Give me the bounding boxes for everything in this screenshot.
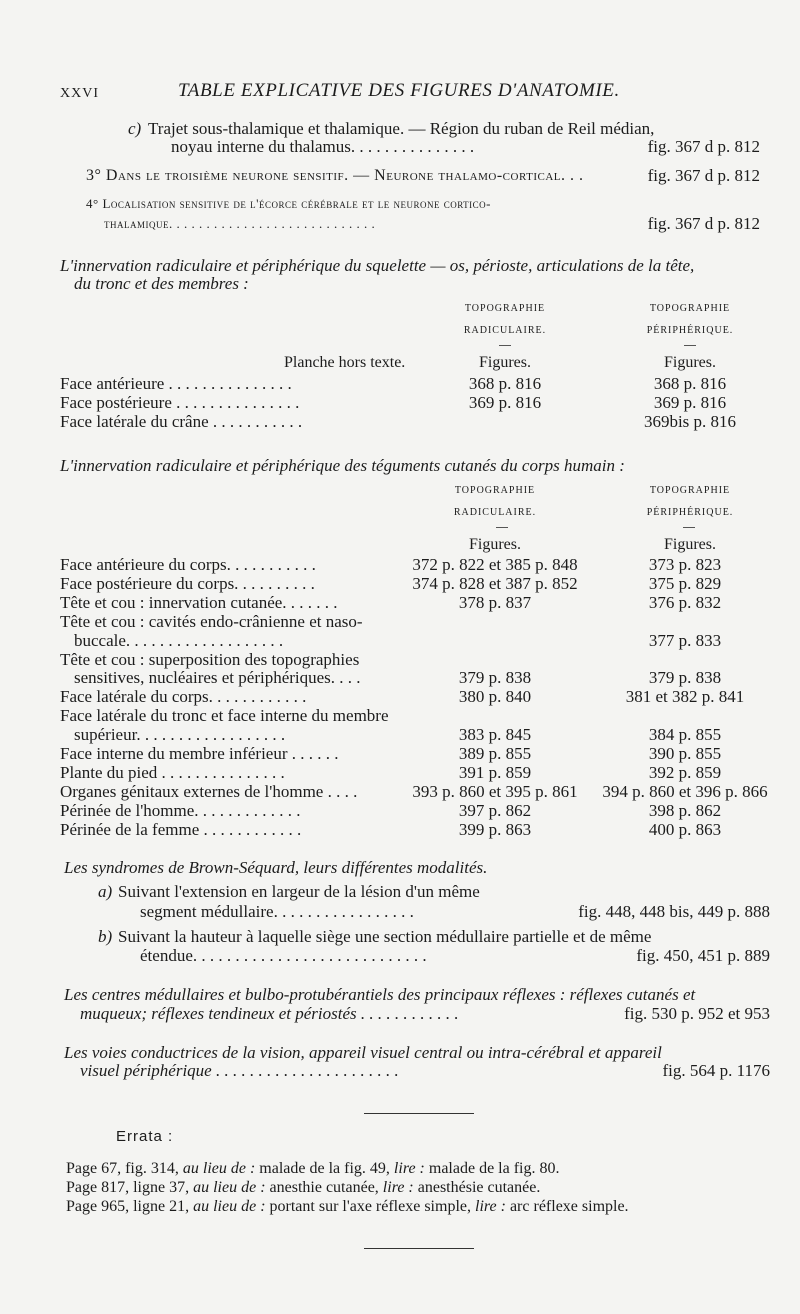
errata-right-text: malade de la fig. 80. — [428, 1160, 560, 1177]
table-cell-peripherique: 400 p. 863 — [648, 820, 722, 839]
table-row-label: Périnée de la femme . . . . . . . . . . . . — [60, 820, 302, 839]
errata-read-label: lire : — [393, 1160, 425, 1177]
table-cell-radiculaire: 391 p. 859 — [458, 763, 532, 782]
table-cell-peripherique: 381 et 382 p. 841 — [625, 687, 745, 706]
section6-ref: fig. 564 p. 1176 — [662, 1061, 770, 1080]
item-4-line2: thalamique. . . . . . . . . . . . . . . . . . . . . . . . . . . . — [104, 216, 376, 231]
table-row-label: supérieur. . . . . . . . . . . . . . . . . . — [74, 725, 286, 744]
running-head-title: TABLE EXPLICATIVE DES FIGURES D'ANATOMIE. — [178, 80, 620, 101]
errata-page: Page 67, fig. 314, — [66, 1160, 179, 1177]
page-number: XXVI — [60, 86, 99, 101]
table-row-label: Face postérieure du corps. . . . . . . . . . — [60, 574, 315, 593]
table-row-label: Face latérale du tronc et face interne du membre — [60, 706, 389, 725]
errata-entry — [66, 1160, 560, 1178]
section5-line1: Les centres médullaires et bulbo-protubérantiels des principaux réflexes : réflexes cutanés et — [64, 985, 696, 1004]
col-dash — [496, 527, 508, 528]
errata-instead-label: au lieu de : — [182, 1160, 256, 1177]
errata-read-label: lire : — [475, 1198, 506, 1215]
table-row-label: buccale. . . . . . . . . . . . . . . . . . . — [74, 631, 284, 650]
figures-label-periph: Figures. — [664, 354, 716, 371]
table-cell-peripherique: 373 p. 823 — [648, 555, 722, 574]
section2-heading-line2: du tronc et des membres : — [74, 274, 249, 293]
figures-label-radic: Figures. — [479, 354, 531, 371]
item-c-line1: Trajet sous-thalamique et thalamique. — Région du ruban de Reil médian, — [148, 119, 655, 138]
table-cell-peripherique: 368 p. 816 — [653, 374, 727, 393]
section6-line2: visuel périphérique . . . . . . . . . . . . . . . . . . . . . . — [80, 1061, 399, 1080]
item-a-ref: fig. 448, 448 bis, 449 p. 888 — [578, 902, 770, 921]
table-cell-peripherique: 369bis p. 816 — [643, 412, 737, 431]
table-row-label: Tête et cou : superposition des topographies — [60, 650, 360, 669]
table-cell-radiculaire: 368 p. 816 — [468, 374, 542, 393]
item-a-label: a) — [98, 882, 113, 901]
table-row-label: Face antérieure du corps. . . . . . . . . . . — [60, 555, 316, 574]
section2-heading-line1: L'innervation radiculaire et périphérique du squelette — os, périoste, articulations de la tête, — [60, 256, 695, 275]
errata-right-text: anesthésie cutanée. — [417, 1179, 541, 1196]
item-4-ref: fig. 367 d p. 812 — [647, 214, 760, 233]
item-b-line2: étendue. . . . . . . . . . . . . . . . . . . . . . . . . . . . — [140, 946, 427, 965]
table-cell-radiculaire: 397 p. 862 — [458, 801, 532, 820]
figures-label-periph-2: Figures. — [664, 536, 716, 553]
table-cell-peripherique: 398 p. 862 — [648, 801, 722, 820]
table-cell-radiculaire: 372 p. 822 et 385 p. 848 — [412, 555, 578, 574]
table-cell-radiculaire: 393 p. 860 et 395 p. 861 — [412, 782, 578, 801]
errata-instead-label: au lieu de : — [193, 1179, 266, 1196]
errata-wrong-text: anesthie cutanée, — [269, 1179, 379, 1196]
table-row-label: Face postérieure . . . . . . . . . . . . . . . — [60, 393, 300, 412]
errata-title: Errata : — [116, 1128, 174, 1145]
errata-entry — [66, 1179, 540, 1197]
table-cell-peripherique: 384 p. 855 — [648, 725, 722, 744]
col-header-peripherique: TOPOGRAPHIE PÉRIPHÉRIQUE. — [646, 303, 734, 336]
divider — [364, 1113, 474, 1114]
table-row-label: Organes génitaux externes de l'homme . . . . — [60, 782, 358, 801]
col-dash — [683, 527, 695, 528]
errata-page: Page 817, ligne 37, — [66, 1179, 190, 1196]
errata-right-text: arc réflexe simple. — [509, 1198, 629, 1215]
figures-label-radic-2: Figures. — [469, 536, 521, 553]
table-row-label: Face interne du membre inférieur . . . . . . — [60, 744, 339, 763]
item-b-label: b) — [98, 927, 113, 946]
table-cell-radiculaire: 389 p. 855 — [458, 744, 532, 763]
col-header-peripherique-2: TOPOGRAPHIE PÉRIPHÉRIQUE. — [646, 485, 734, 518]
item-c-ref: fig. 367 d p. 812 — [647, 137, 760, 156]
item-c-label: c) — [128, 119, 142, 138]
table-cell-radiculaire: 374 p. 828 et 387 p. 852 — [412, 574, 578, 593]
errata-read-label: lire : — [382, 1179, 414, 1196]
col-header-radiculaire-2: TOPOGRAPHIE RADICULAIRE. — [453, 485, 537, 518]
table-row-label: Tête et cou : cavités endo-crânienne et naso- — [60, 612, 363, 631]
table-cell-radiculaire: 379 p. 838 — [458, 668, 532, 687]
table-cell-radiculaire: 369 p. 816 — [468, 393, 542, 412]
planche-label: Planche hors texte. — [284, 354, 406, 371]
item-b-ref: fig. 450, 451 p. 889 — [636, 946, 770, 965]
table-cell-radiculaire: 378 p. 837 — [458, 593, 532, 612]
col-header-radiculaire: TOPOGRAPHIE RADICULAIRE. — [463, 303, 547, 336]
item-c-line2: noyau interne du thalamus. . . . . . . . . . . . . . . — [171, 137, 475, 156]
errata-page: Page 965, ligne 21, — [66, 1198, 190, 1215]
section4-heading: Les syndromes de Brown-Séquard, leurs différentes modalités. — [64, 858, 488, 877]
table-row-label: Face latérale du corps. . . . . . . . . . . . — [60, 687, 307, 706]
item-b-line1: Suivant la hauteur à laquelle siège une section médullaire partielle et de même — [118, 927, 652, 946]
table-cell-peripherique: 394 p. 860 et 396 p. 866 — [602, 782, 768, 801]
errata-entry — [66, 1198, 629, 1216]
table-cell-peripherique: 377 p. 833 — [648, 631, 722, 650]
item-3-ref: fig. 367 d p. 812 — [647, 166, 760, 185]
errata-instead-label: au lieu de : — [193, 1198, 266, 1215]
table-cell-radiculaire: 399 p. 863 — [458, 820, 532, 839]
table-cell-radiculaire: 383 p. 845 — [458, 725, 532, 744]
table-cell-peripherique: 375 p. 829 — [648, 574, 722, 593]
section3-heading: L'innervation radiculaire et périphérique des téguments cutanés du corps humain : — [60, 456, 625, 475]
table-row-label: Périnée de l'homme. . . . . . . . . . . . . — [60, 801, 301, 820]
section5-line2: muqueux; réflexes tendineux et périostés . . . . . . . . . . . . — [80, 1004, 459, 1023]
section5-ref: fig. 530 p. 952 et 953 — [624, 1004, 770, 1023]
item-a-line2: segment médullaire. . . . . . . . . . . . . . . . . — [140, 902, 414, 921]
errata-wrong-text: malade de la fig. 49, — [259, 1160, 390, 1177]
table-row-label: Tête et cou : innervation cutanée. . . . . . . — [60, 593, 338, 612]
table-row-label: sensitives, nucléaires et périphériques. . . . — [74, 668, 361, 687]
table-cell-peripherique: 390 p. 855 — [648, 744, 722, 763]
table-cell-peripherique: 369 p. 816 — [653, 393, 727, 412]
col-dash — [499, 345, 511, 346]
divider — [364, 1248, 474, 1249]
item-a-line1: Suivant l'extension en largeur de la lésion d'un même — [118, 882, 480, 901]
errata-wrong-text: portant sur l'axe réflexe simple, — [269, 1198, 471, 1215]
table-cell-peripherique: 376 p. 832 — [648, 593, 722, 612]
item-4-line1: 4° Localisation sensitive de l'écorce cérébrale et le neurone cortico- — [86, 196, 492, 211]
table-row-label: Plante du pied . . . . . . . . . . . . . . . — [60, 763, 285, 782]
col-dash — [684, 345, 696, 346]
table-row-label: Face antérieure . . . . . . . . . . . . . . . — [60, 374, 292, 393]
table-row-label: Face latérale du crâne . . . . . . . . . . . — [60, 412, 303, 431]
table-cell-peripherique: 379 p. 838 — [648, 668, 722, 687]
item-3-line: 3° Dans le troisième neurone sensitif. — Neurone thalamo-cortical. . . — [86, 167, 584, 184]
table-cell-radiculaire: 380 p. 840 — [458, 687, 532, 706]
section6-line1: Les voies conductrices de la vision, appareil visuel central ou intra-cérébral et appareil — [64, 1043, 662, 1062]
table-cell-peripherique: 392 p. 859 — [648, 763, 722, 782]
